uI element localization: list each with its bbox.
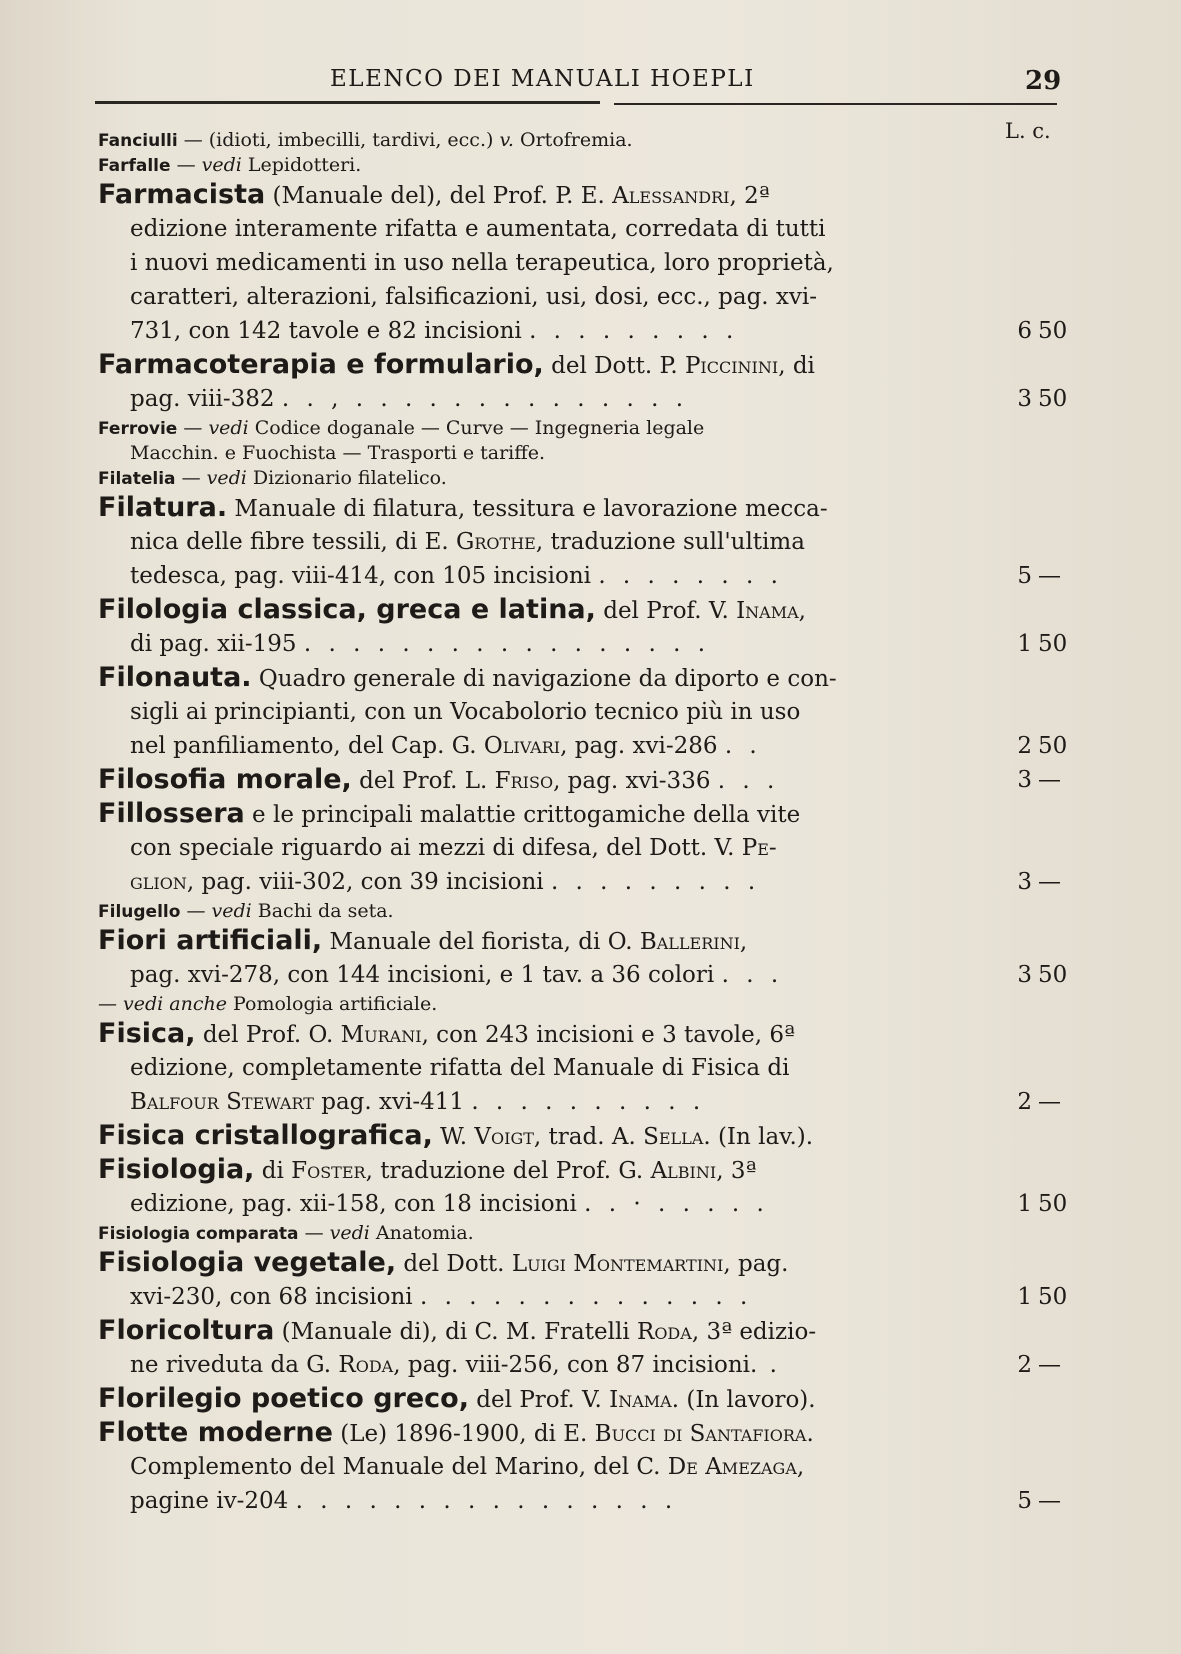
entry-text: del Prof. V. — [469, 1387, 610, 1413]
price-lire: 6 — [1017, 318, 1032, 344]
entry-text: di pag. xii-195 — [130, 631, 297, 657]
entry-text: , con 243 incisioni e 3 tavole, 6ª — [421, 1022, 795, 1048]
entry-text: di — [254, 1158, 292, 1184]
leader-dots: . . , . . . . . . . . . . . . . . — [281, 386, 689, 412]
entry-line — [98, 627, 1098, 661]
entry-line — [98, 1280, 1098, 1314]
entry-line — [98, 729, 1098, 763]
entry-text: del Prof. V. — [595, 598, 737, 624]
price-lire: 3 — [1017, 869, 1032, 895]
entry-text: , pag. xvi-336 — [553, 768, 711, 794]
price-lire: 3 — [1017, 386, 1032, 412]
entry-floricoltura — [98, 1314, 1098, 1348]
entry-text: edizione interamente rifatta e aumentata, corredata di tutti — [130, 216, 826, 242]
entry-headword: Floricoltura — [98, 1315, 275, 1346]
catalog-entries — [98, 128, 1098, 1518]
entry-farfalle — [98, 153, 1098, 178]
entry-author: Roda — [338, 1352, 394, 1378]
entry-text: , traduzione del Prof. G. — [365, 1158, 651, 1184]
entry-text-italic: vedi — [201, 154, 242, 176]
entry-line — [98, 695, 1098, 729]
entry-filugello — [98, 899, 1098, 924]
price-centesimi: — — [1038, 869, 1061, 895]
entry-text: (Manuale di), di C. M. Fratelli — [274, 1319, 637, 1345]
price-centesimi: 50 — [1038, 962, 1068, 988]
entry-text: nel panfiliamento, del Cap. G. — [130, 733, 484, 759]
leader-dots: . . . . . . . . . . . . . . . . . — [303, 631, 711, 657]
entry-author: Grothe — [455, 529, 536, 555]
entry-fillossera — [98, 797, 1098, 831]
entry-line — [98, 1484, 1098, 1518]
entry-price — [998, 763, 1098, 797]
entry-text: , 3ª edizio- — [691, 1319, 817, 1345]
entry-text: , — [796, 1454, 805, 1480]
entry-text: del Prof. L. — [351, 768, 495, 794]
entry-price — [998, 559, 1098, 593]
entry-author: Balfour Stewart — [130, 1089, 314, 1115]
header-rule-right — [614, 103, 1057, 105]
entry-text: . — [806, 1421, 814, 1447]
price-lire: 5 — [1017, 563, 1032, 589]
entry-text: Complemento del Manuale del Marino, del C. — [130, 1454, 668, 1480]
entry-farmacista — [98, 178, 1098, 212]
price-centesimi: 50 — [1038, 318, 1068, 344]
entry-line — [98, 1187, 1098, 1221]
price-lire: 1 — [1017, 631, 1032, 657]
entry-headword: Filosofia morale, — [98, 764, 352, 795]
entry-line — [98, 559, 1098, 593]
entry-line — [98, 382, 1098, 416]
leader-dots: . . . . . . . . — [598, 563, 783, 589]
entry-text: con speciale riguardo ai mezzi di difesa, del Dott. V. — [130, 835, 742, 861]
entry-price — [998, 729, 1098, 763]
entry-price — [998, 1484, 1098, 1518]
entry-text: — — [298, 1222, 330, 1244]
entry-text: edizione, completamente rifatta del Manuale di Fisica di — [130, 1055, 790, 1081]
entry-headword: Fanciulli — [98, 131, 178, 151]
price-lire: 1 — [1017, 1191, 1032, 1217]
entry-flotte-moderne — [98, 1416, 1098, 1450]
entry-text: — — [175, 467, 207, 489]
entry-headword: Farmacista — [98, 179, 266, 210]
entry-text: (Manuale del), del Prof. P. E. — [265, 183, 613, 209]
entry-filatura — [98, 491, 1098, 525]
entry-filonauta — [98, 661, 1098, 695]
entry-line — [98, 314, 1098, 348]
entry-author: Piccinini — [684, 353, 779, 379]
entry-line — [98, 992, 1098, 1017]
entry-text-italic: vedi — [329, 1222, 370, 1244]
entry-filatelia — [98, 466, 1098, 491]
entry-text: , pag. viii-302, con 39 incisioni — [186, 869, 544, 895]
entry-headword: Fisiologia vegetale, — [98, 1247, 397, 1278]
entry-text: e le principali malattie crittogamiche della vite — [244, 802, 801, 828]
price-centesimi: 50 — [1038, 386, 1068, 412]
entry-filosofia-morale — [98, 763, 1098, 797]
entry-text: del Dott. — [396, 1251, 512, 1277]
entry-text: Manuale del fiorista, di O. — [322, 929, 640, 955]
entry-text-italic: vedi — [206, 467, 247, 489]
page-number: 29 — [1025, 66, 1062, 96]
price-centesimi: — — [1038, 1488, 1061, 1514]
entry-line — [98, 441, 1098, 466]
entry-author: Murani — [340, 1022, 422, 1048]
entry-headword: Fisiologia comparata — [98, 1224, 299, 1244]
entry-headword: Fisiologia, — [98, 1154, 255, 1185]
entry-headword: Ferrovie — [98, 419, 178, 439]
entry-headword: Farfalle — [98, 156, 171, 176]
entry-line — [98, 246, 1098, 280]
entry-author: Foster — [291, 1158, 366, 1184]
entry-text-italic: vedi — [208, 417, 249, 439]
leader-dots: . . . — [721, 962, 784, 988]
leader-dots: . . . . . . . . . — [550, 869, 761, 895]
entry-text: , trad. A. — [533, 1124, 644, 1150]
running-header: ELENCO DEI MANUALI HOEPLI — [330, 66, 755, 92]
entry-price — [998, 958, 1098, 992]
entry-headword: Fillossera — [98, 798, 245, 829]
entry-author: Inama — [609, 1387, 672, 1413]
entry-fisiologia-vegetale — [98, 1246, 1098, 1280]
price-lire: 1 — [1017, 1284, 1032, 1310]
leader-dots: . . . . . . . . . . . . . . . . — [295, 1488, 678, 1514]
entry-text: , 2ª — [729, 183, 770, 209]
leader-dots: . — [757, 1352, 782, 1378]
entry-headword: Filatura. — [98, 492, 228, 523]
entry-text: Codice doganale — Curve — Ingegneria legale — [248, 417, 705, 439]
entry-filologia — [98, 593, 1098, 627]
entry-text: 731, con 142 tavole e 82 incisioni — [130, 318, 522, 344]
entry-price — [998, 865, 1098, 899]
entry-line — [98, 865, 1098, 899]
entry-line — [98, 1051, 1098, 1085]
entry-text: — (idioti, imbecilli, tardivi, ecc.) — [177, 129, 500, 151]
entry-line — [98, 1348, 1098, 1382]
entry-author: Olivari — [483, 733, 561, 759]
entry-text: W. — [432, 1124, 475, 1150]
leader-dots: . . . . . . . . . — [529, 318, 739, 344]
entry-ferrovie — [98, 416, 1098, 441]
entry-author: Voigt — [474, 1124, 534, 1150]
entry-author: Inama — [736, 598, 799, 624]
entry-text: Pomologia artificiale. — [226, 993, 438, 1015]
entry-text-italic: v. — [499, 129, 514, 151]
entry-text: , pag. viii-256, con 87 incisioni. — [393, 1352, 758, 1378]
entry-fisiologia-comparata — [98, 1221, 1098, 1246]
entry-author: Luigi Montemartini — [511, 1251, 724, 1277]
entry-text: , di — [778, 353, 815, 379]
entry-text-italic: vedi — [211, 900, 252, 922]
price-centesimi: — — [1038, 767, 1061, 793]
price-lire: 3 — [1017, 767, 1032, 793]
price-lire: 3 — [1017, 962, 1032, 988]
entry-text: , pag. — [723, 1251, 789, 1277]
entry-text: , — [798, 598, 806, 624]
entry-fiori-artificiali — [98, 924, 1098, 958]
entry-line — [98, 212, 1098, 246]
entry-text: Ortofremia. — [513, 129, 633, 151]
price-centesimi: — — [1038, 1089, 1061, 1115]
entry-text: Anatomia. — [369, 1222, 474, 1244]
entry-headword: Flotte moderne — [98, 1417, 333, 1448]
entry-author: Albini — [650, 1158, 717, 1184]
entry-author: glion — [130, 869, 187, 895]
leader-dots: . . · . . . . . — [584, 1191, 769, 1217]
entry-line — [98, 280, 1098, 314]
entry-author: Roda — [637, 1319, 692, 1345]
price-column-label: L. c. — [1005, 119, 1051, 143]
entry-headword: Filugello — [98, 902, 181, 922]
entry-text: Lepidotteri. — [241, 154, 362, 176]
entry-price — [998, 314, 1098, 348]
price-centesimi: — — [1038, 1352, 1061, 1378]
leader-dots: . . . . . . . . . . . . . . — [419, 1284, 753, 1310]
entry-headword: Filatelia — [98, 469, 176, 489]
entry-headword: Fisica cristallografica, — [98, 1120, 433, 1151]
entry-line — [98, 831, 1098, 865]
entry-price — [998, 1348, 1098, 1382]
entry-line — [98, 525, 1098, 559]
entry-text: pag. xvi-278, con 144 incisioni, e 1 tav. a 36 colori — [130, 962, 715, 988]
entry-author: Bucci di Santafiora — [594, 1421, 807, 1447]
entry-text: nica delle fibre tessili, di E. — [130, 529, 456, 555]
entry-florilegio — [98, 1382, 1098, 1416]
entry-text: . (In lav.). — [703, 1124, 814, 1150]
entry-fisica — [98, 1017, 1098, 1051]
entry-text: caratteri, alterazioni, falsificazioni, usi, dosi, ecc., pag. xvi- — [130, 284, 818, 310]
entry-text: — — [180, 900, 212, 922]
entry-price — [998, 1187, 1098, 1221]
entry-headword: Fisica, — [98, 1018, 196, 1049]
price-lire: 5 — [1017, 1488, 1032, 1514]
entry-text: del Prof. O. — [195, 1022, 341, 1048]
entry-line — [98, 1450, 1098, 1484]
entry-line — [98, 1085, 1098, 1119]
entry-text: del Dott. P. — [543, 353, 685, 379]
entry-text: (Le) 1896-1900, di E. — [332, 1421, 595, 1447]
entry-author: Sella — [643, 1124, 704, 1150]
price-centesimi: 50 — [1038, 631, 1068, 657]
entry-text: , 3ª — [716, 1158, 757, 1184]
entry-text: pag. xvi-411 — [313, 1089, 464, 1115]
price-lire: 2 — [1017, 733, 1032, 759]
entry-text: Manuale di filatura, tessitura e lavorazione mecca- — [227, 496, 828, 522]
entry-text-italic: — vedi anche — [98, 993, 227, 1015]
entry-price — [998, 1280, 1098, 1314]
entry-text: xvi-230, con 68 incisioni — [130, 1284, 413, 1310]
entry-line — [98, 958, 1098, 992]
price-centesimi: — — [1038, 563, 1061, 589]
entry-price — [998, 382, 1098, 416]
entry-text: edizione, pag. xii-158, con 18 incisioni — [130, 1191, 577, 1217]
entry-headword: Farmacoterapia e formulario, — [98, 349, 544, 380]
entry-headword: Filonauta. — [98, 662, 252, 693]
price-lire: 2 — [1017, 1089, 1032, 1115]
entry-fisiologia — [98, 1153, 1098, 1187]
entry-headword: Fiori artificiali, — [98, 925, 323, 956]
entry-author: De Amezaga — [667, 1454, 797, 1480]
entry-text: — — [177, 417, 209, 439]
price-centesimi: 50 — [1038, 1191, 1068, 1217]
entry-author: Pe- — [741, 835, 777, 861]
entry-text: — — [170, 154, 202, 176]
entry-text: Quadro generale di navigazione da diporto e con- — [251, 666, 837, 692]
entry-text: , traduzione sull'ultima — [535, 529, 805, 555]
header-rule-left — [95, 101, 600, 104]
entry-text: Dizionario filatelico. — [246, 467, 447, 489]
entry-text: , pag. xvi-286 — [560, 733, 718, 759]
entry-author: Alessandri — [612, 183, 730, 209]
price-centesimi: 50 — [1038, 1284, 1068, 1310]
entry-text: pagine iv-204 — [130, 1488, 289, 1514]
entry-text: ne riveduta da G. — [130, 1352, 339, 1378]
entry-price — [998, 1085, 1098, 1119]
entry-fanciulli — [98, 128, 1098, 153]
entry-farmacoterapia — [98, 348, 1098, 382]
price-centesimi: 50 — [1038, 733, 1068, 759]
price-lire: 2 — [1017, 1352, 1032, 1378]
entry-text: Bachi da seta. — [251, 900, 394, 922]
leader-dots: . . — [724, 733, 762, 759]
entry-headword: Florilegio poetico greco, — [98, 1383, 469, 1414]
entry-text: i nuovi medicamenti in uso nella terapeutica, loro proprietà, — [130, 250, 834, 276]
entry-headword: Filologia classica, greca e latina, — [98, 594, 596, 625]
entry-text: pag. viii-382 — [130, 386, 275, 412]
entry-author: Friso — [494, 768, 554, 794]
leader-dots: . . . . . . . . . . — [471, 1089, 706, 1115]
entry-text: tedesca, pag. viii-414, con 105 incisioni — [130, 563, 591, 589]
entry-fisica-cristallografica — [98, 1119, 1098, 1153]
leader-dots: . . . — [717, 768, 780, 794]
entry-text: Macchin. e Fuochista — Trasporti e tariffe. — [130, 442, 546, 464]
entry-text: . (In lavoro). — [671, 1387, 816, 1413]
entry-text: , — [739, 929, 748, 955]
entry-text: sigli ai principianti, con un Vocabolorio tecnico più in uso — [130, 699, 801, 725]
entry-price — [998, 627, 1098, 661]
entry-author: Ballerini — [639, 929, 740, 955]
